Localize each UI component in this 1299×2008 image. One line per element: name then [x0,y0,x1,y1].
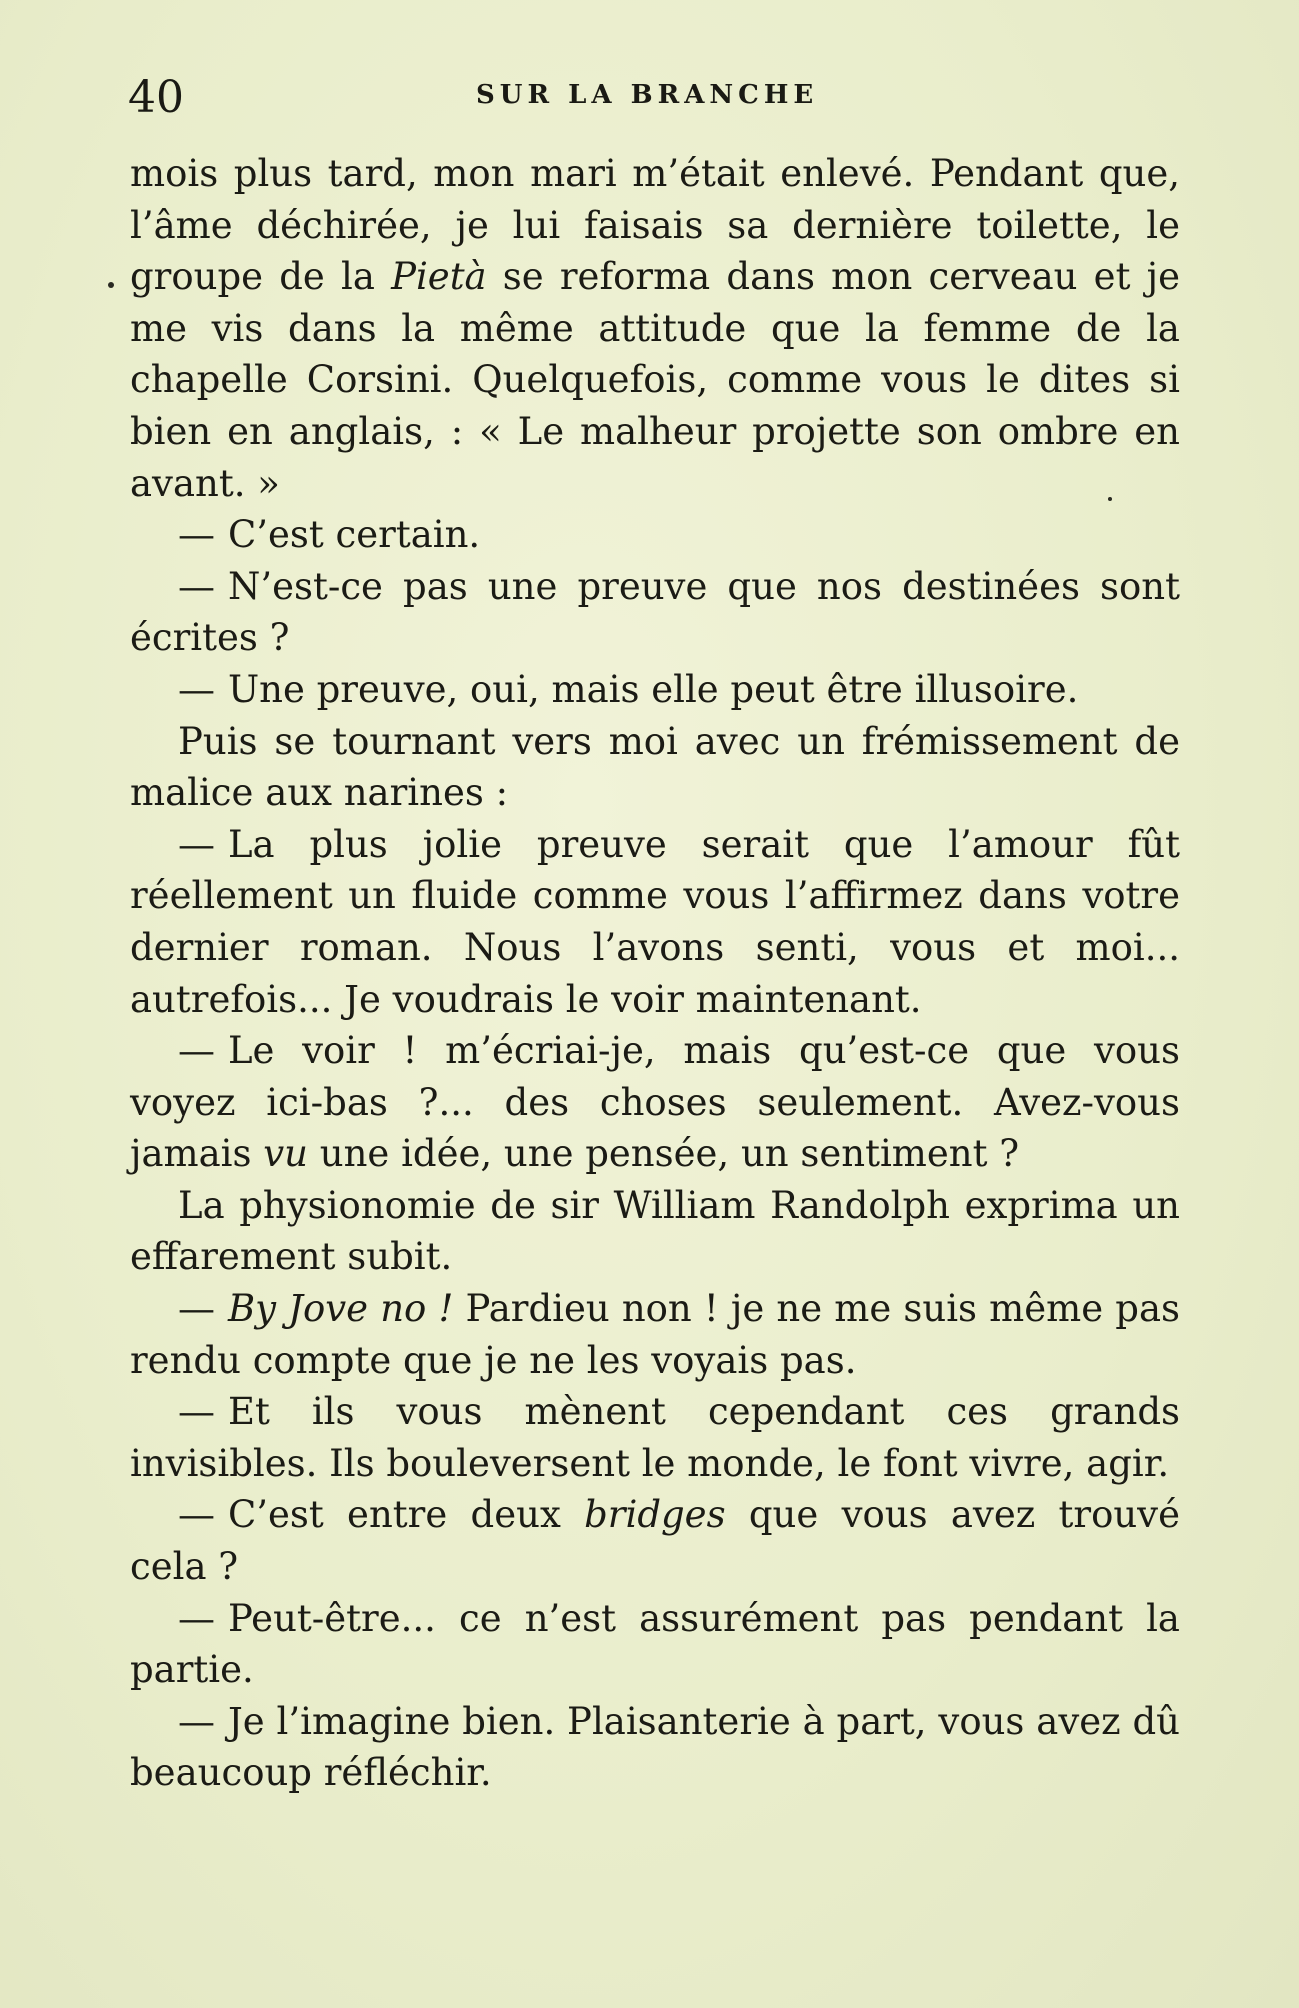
text-run: Le voir ! m’écriai-je, mais qu’est-ce que vous voyez ici-bas ?... des choses seulement. Avez-vous jamais [130,1029,1180,1176]
text-run: C’est entre deux [227,1493,585,1537]
text-run: Pardieu non ! je ne me suis même pas rendu compte que je ne les voyais pas. [130,1287,1180,1382]
text-paragraph [130,148,1180,509]
dialogue-paragraph [130,1489,1180,1592]
text-paragraph [130,1180,1180,1283]
dialogue-paragraph [130,509,1180,561]
dialogue-paragraph [130,1696,1180,1799]
dialogue-paragraph [130,1283,1180,1386]
page-number: 40 [128,72,184,123]
em-dash: — [178,1390,215,1434]
text-run: N’est-ce pas une preuve que nos destinées sont écrites ? [130,564,1180,660]
text-run: La plus jolie preuve serait que l’amour fût réellement un fluide comme vous l’affirmez dans votre dernier roman. Nous l’avons senti, vous et moi... autrefois... Je voudrais le voir maintenant. [130,822,1180,1021]
dialogue-paragraph [130,819,1180,1025]
dialogue-paragraph [130,1593,1180,1696]
text-run: C’est certain. [227,513,481,557]
text-run: Une preuve, oui, mais elle peut être illusoire. [227,667,1079,711]
em-dash: — [178,513,215,557]
text-run: que vous avez trouvé cela ? [130,1493,1180,1589]
running-head: SUR LA BRANCHE [476,80,819,110]
em-dash: — [178,1596,215,1640]
dialogue-paragraph [130,1386,1180,1489]
em-dash: — [178,1287,215,1331]
dialogue-paragraph [130,561,1180,664]
italic-text: vu [263,1132,308,1176]
ink-speck [1108,497,1112,501]
text-run: Et ils vous mènent cependant ces grands invisibles. Ils bouleversent le monde, le font vivre, agir. [130,1390,1180,1485]
page-header [0,70,1299,123]
text-run: Je l’imagine bien. Plaisanterie à part, vous avez dû beaucoup réfléchir. [130,1699,1180,1795]
em-dash: — [178,822,215,866]
em-dash: — [178,1029,215,1073]
text-run: La physionomie de sir William Randolph exprima un effarement subit. [130,1183,1180,1279]
ink-speck [108,282,114,288]
body-text [130,148,1180,1799]
text-run: Peut-être... ce n’est assurément pas pendant la partie. [130,1596,1180,1692]
italic-text: bridges [584,1493,726,1537]
text-run: Puis se tournant vers moi avec un frémissement de malice aux narines : [130,719,1180,815]
em-dash: — [178,564,215,608]
italic-text: By Jove no ! [227,1287,454,1331]
text-paragraph [130,716,1180,819]
em-dash: — [178,1699,215,1743]
dialogue-paragraph [130,664,1180,716]
italic-text: Pietà [391,255,487,299]
text-run: se reforma dans mon cerveau et je me vis dans la même attitude que la femme de la chapelle Corsini. Quelquefois, comme vous le dites si bien en anglais, : « Le malheur projette son ombre en avant. » [130,255,1180,505]
dialogue-paragraph [130,1025,1180,1180]
text-run: mois plus tard, mon mari m’était enlevé. Pendant que, l’âme déchirée, je lui faisais sa dernière toilette, le groupe de la [130,152,1180,299]
em-dash: — [178,667,215,711]
text-run: une idée, une pensée, un sentiment ? [308,1132,1020,1176]
em-dash: — [178,1493,215,1537]
